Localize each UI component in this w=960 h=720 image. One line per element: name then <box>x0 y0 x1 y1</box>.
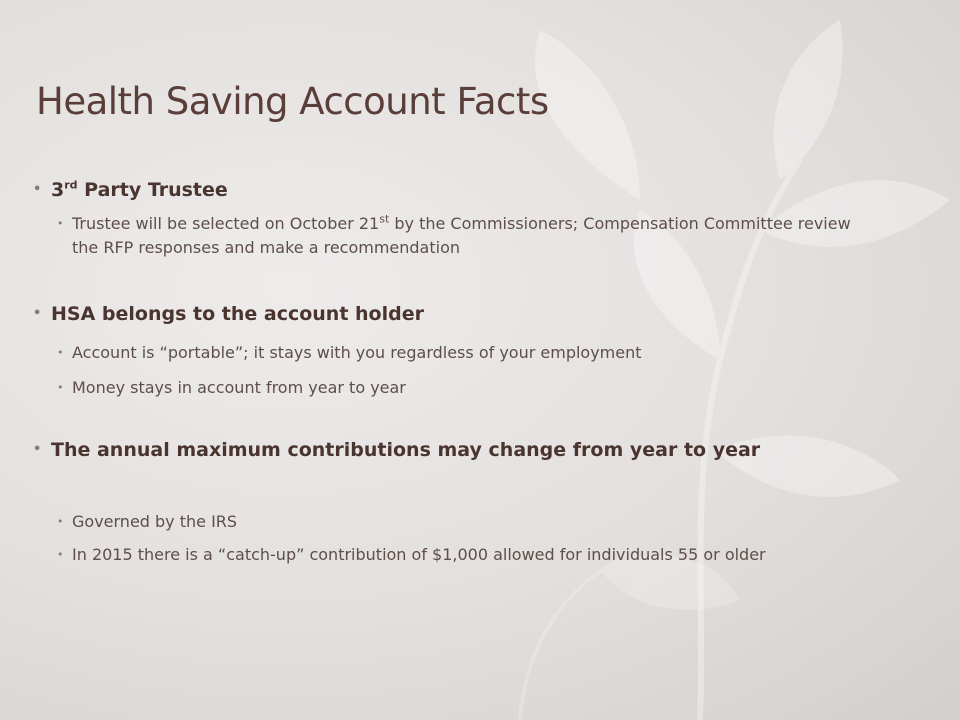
slide-title: Health Saving Account Facts <box>36 80 549 123</box>
bullet: • <box>33 306 42 321</box>
heading-rest: Party Trustee <box>77 179 228 201</box>
bullet: • <box>57 548 64 561</box>
heading-text: The annual maximum contributions may change from year to year <box>51 439 761 461</box>
item-text: In 2015 there is a “catch-up” contribution of $1,000 allowed for individuals 55 or older <box>72 545 766 564</box>
section-heading-ownership <box>33 300 861 328</box>
item-text: Governed by the IRS <box>72 512 238 531</box>
sub-bullet-portable <box>57 341 872 365</box>
sub-bullet-trustee-selection <box>57 212 872 260</box>
bullet: • <box>57 515 64 528</box>
item-text: Money stays in account from year to year <box>72 378 406 397</box>
bullet: • <box>33 182 42 197</box>
section-heading-trustee <box>33 176 861 204</box>
item-rest: by the Commissioners; Compensation Committee review the RFP responses and make a recommendation <box>72 214 851 257</box>
heading-text: HSA belongs to the account holder <box>51 303 424 325</box>
sub-bullet-money-stays <box>57 376 872 400</box>
sub-bullet-catch-up <box>57 543 872 567</box>
bullet: • <box>33 442 42 457</box>
item-superscript: st <box>379 212 390 226</box>
bullet: • <box>57 346 64 359</box>
item-prefix: Trustee will be selected on October 21 <box>72 214 380 233</box>
heading-prefix: 3 <box>51 179 65 201</box>
heading-superscript: rd <box>64 178 78 192</box>
bullet: • <box>57 217 64 230</box>
section-heading-contributions <box>33 436 861 464</box>
item-text: Account is “portable”; it stays with you regardless of your employment <box>72 343 642 362</box>
sub-bullet-irs <box>57 510 872 534</box>
bullet: • <box>57 381 64 394</box>
